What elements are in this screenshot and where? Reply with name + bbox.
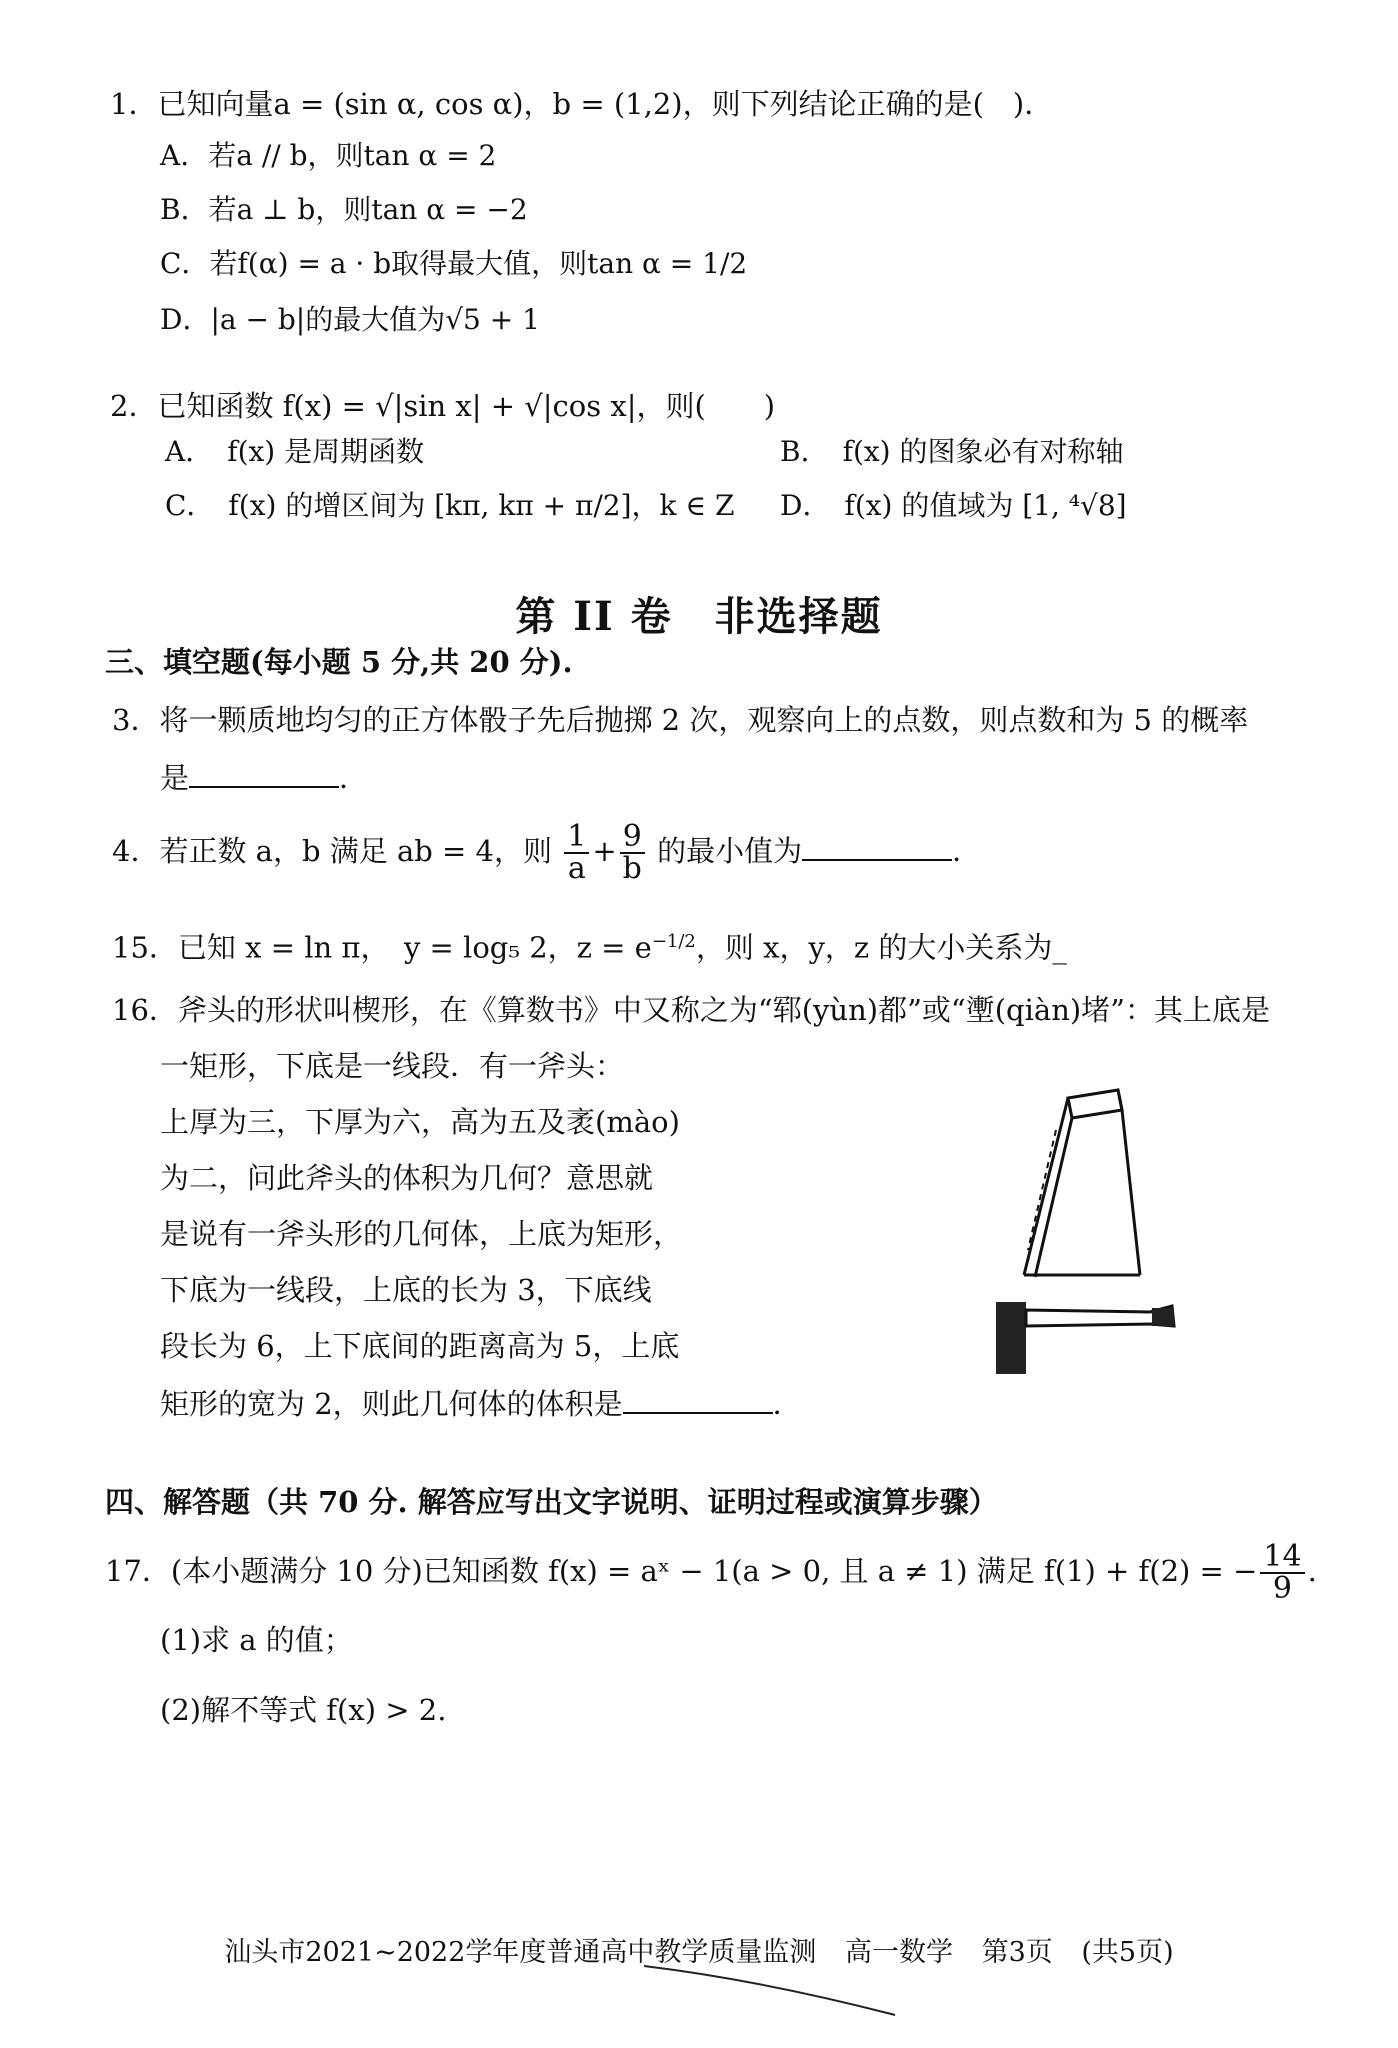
wedge-top-face	[1068, 1090, 1122, 1118]
q13-answer-prefix: 是	[160, 761, 190, 795]
footer-pen-stroke	[640, 1960, 900, 2020]
wedge-left-edge	[1024, 1098, 1068, 1275]
q14-suffix: 的最小值为	[657, 834, 803, 868]
wedge-right-edge	[1122, 1110, 1140, 1275]
q11-option-c: C．若f(α) = a · b取得最大值，则tan α = 1/2	[160, 247, 748, 280]
footer-subject: 高一数学	[845, 1937, 954, 1968]
q16-line8-text: 矩形的宽为 2，则此几何体的体积是	[160, 1387, 623, 1421]
q16-line6: 下底为一线段，上底的长为 3，下底线	[160, 1273, 652, 1307]
q16-line3: 上厚为三，下厚为六，高为五及袤(mào)	[160, 1105, 680, 1139]
axe-head-block	[996, 1302, 1026, 1374]
q17-fraction: $\frac{14}{9}$	[1260, 1542, 1304, 1604]
axe-handle	[1026, 1306, 1174, 1326]
q14-fraction-1: $\frac{1}{a}$	[564, 822, 589, 884]
q17-stem: 17．(本小题满分 10 分)已知函数 f(x) = aˣ − 1(a > 0, 且 a ≠ 1) 满足 f(1) + f(2) = −	[105, 1554, 1258, 1588]
q12-option-b: B． f(x) 的图象必有对称轴	[780, 435, 1124, 468]
q17-part1: (1)求 a 的值；	[160, 1623, 353, 1657]
q15-prefix: 15．已知 x = ln π， y = log₅ 2，z = e	[112, 930, 652, 965]
q16-line7: 段长为 6，上下底间的距离高为 5，上底	[160, 1329, 680, 1363]
q16-line4: 为二，问此斧头的体积为几何？意思就	[160, 1161, 654, 1195]
footer-total-pages: (共5页)	[1081, 1937, 1174, 1968]
q11-stem: 1．已知向量a = (sin α, cos α)，b = (1,2)，则下列结论正确的是( )．	[110, 87, 1054, 121]
q15-exponent: −1/2	[651, 931, 696, 952]
footer-exam-name: 汕头市2021~2022学年度普通高中教学质量监测	[224, 1937, 817, 1968]
footer-page-number: 第3页	[981, 1937, 1053, 1968]
q16-line2: 一矩形，下底是一线段．有一斧头：	[160, 1049, 625, 1083]
q16-line5: 是说有一斧头形的几何体，上底为矩形，	[160, 1217, 683, 1251]
q16-line1: 16．斧头的形状叫楔形，在《算数书》中又称之为“郓(yùn)都”或“壍(qiàn)堵”：其上底是	[112, 993, 1271, 1027]
section3-heading: 三、填空题(每小题 5 分,共 20 分).	[105, 645, 573, 679]
q16-answer-blank[interactable]	[623, 1382, 773, 1414]
q14-prefix: 4．若正数 a，b 满足 ab = 4，则	[112, 834, 552, 868]
q11-option-d: D．|a − b|的最大值为√5 + 1	[160, 303, 540, 336]
q12-option-d: D． f(x) 的值域为 [1, ⁴√8]	[780, 489, 1127, 522]
axe-wedge-figure	[990, 1080, 1190, 1380]
q17-part2: (2)解不等式 f(x) > 2.	[160, 1693, 447, 1727]
q13-line1: 3．将一颗质地均匀的正方体骰子先后抛掷 2 次，观察向上的点数，则点数和为 5 的概率	[112, 703, 1249, 737]
q14-answer-blank[interactable]	[802, 829, 952, 861]
q11-option-a: A．若a // b，则tan α = 2	[160, 139, 497, 172]
q12-stem: 2．已知函数 f(x) = √|sin x| + √|cos x|，则( )	[110, 389, 776, 423]
q17-stem-line: 17．(本小题满分 10 分)已知函数 f(x) = aˣ − 1(a > 0, 且 a ≠ 1) 满足 f(1) + f(2) = − $\frac{14}{9}$ .	[105, 1539, 1317, 1606]
q13-line2: 是 ．	[160, 756, 368, 798]
q14-line: 4．若正数 a，b 满足 ab = 4，则 $\frac{1}{a}$ + $\frac{9}{b}$ 的最小值为 ．	[112, 819, 982, 886]
q15-line	[112, 922, 1067, 968]
q12-option-a: A． f(x) 是周期函数	[165, 435, 425, 468]
q15-suffix: ，则 x，y，z 的大小关系为_	[695, 930, 1067, 965]
q16-line8: 矩形的宽为 2，则此几何体的体积是 ．	[160, 1382, 802, 1424]
q11-option-b: B．若a ⊥ b，则tan α = −2	[160, 193, 528, 226]
section4-heading: 四、解答题（共 70 分. 解答应写出文字说明、证明过程或演算步骤）	[105, 1485, 998, 1519]
q13-answer-blank[interactable]	[189, 756, 339, 788]
wedge-hidden-edge	[1028, 1130, 1056, 1250]
q12-option-c: C． f(x) 的增区间为 [kπ, kπ + π/2]，k ∈ Z	[165, 489, 735, 522]
part2-title: 第 II 卷 非选择题	[515, 593, 883, 640]
q14-fraction-2: $\frac{9}{b}$	[620, 822, 645, 884]
